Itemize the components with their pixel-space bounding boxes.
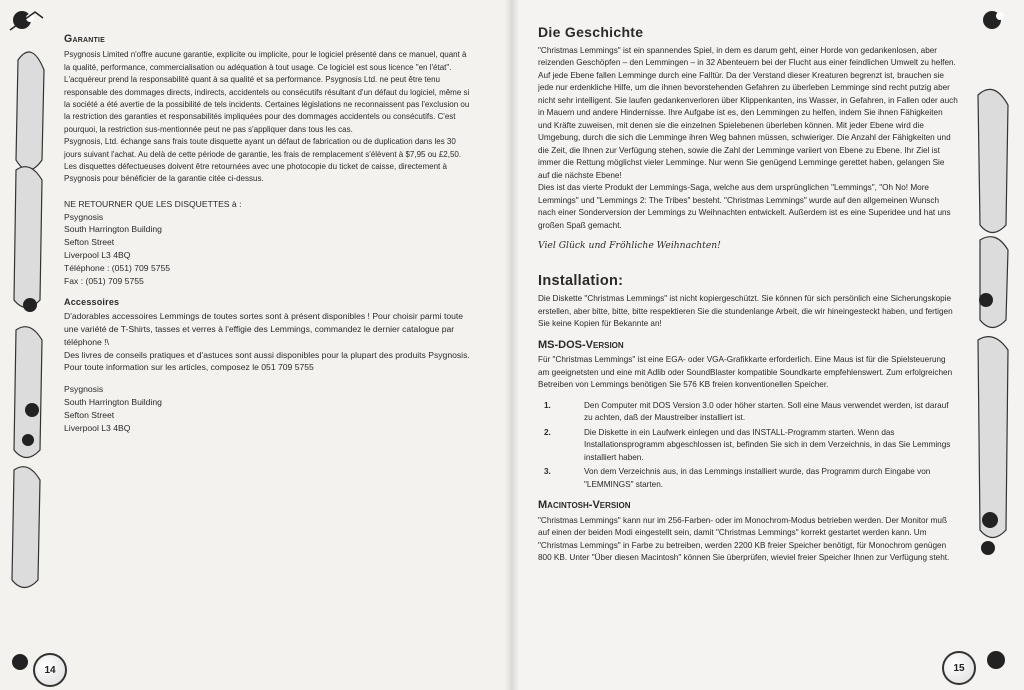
install-step bbox=[538, 466, 958, 491]
address-line: Liverpool L3 4BQ bbox=[64, 250, 131, 261]
geschichte-paragraph-3: Dies ist das vierte Produkt der Lemmings-Saga, welche aus dem ursprünglichen "Lemmings", "Oh No! More Lemmings" und "Lemmings 2: The Tribes" besteht. "Christmas Lemmings" wurde auf den allgemeinen Wunsch nach einer Sonderversion der Lemmings zu Weihnachten entwickelt. Außerdem ist es eine Superidee und hat uns großen Spaß gemacht. bbox=[538, 183, 951, 230]
accessoires-text-2: Des livres de conseils pratiques et d'astuces sont aussi disponibles pour la plupart des produits Psygnosis. bbox=[64, 349, 470, 360]
msdos-heading: MS-DOS-Version bbox=[538, 338, 624, 351]
address-line: Liverpool L3 4BQ bbox=[64, 422, 131, 433]
fax-line: Fax : (051) 709 5755 bbox=[64, 275, 144, 286]
install-step bbox=[538, 427, 958, 465]
address-line: Psygnosis bbox=[64, 384, 104, 395]
geschichte-paragraph-2: Auf jede Ebene fallen Lemminge durch eine Falltür. Da der Verstand dieser Kreaturen begrenzt ist, brauchen sie jede nur erdenkliche Hilfe, um die ihnen bevorstehenden Gefahren zu überleben Lemminge sind recht putzig aber nicht sehr intelligent. Sie laufen gedankenverloren über Klippenkanten, ins Wasser, in Gefahren, in Fallen oder auch in Mauern und andere Hindernisse. Ihre Aufgabe ist es, den Lemmingen zu helfen, indem Sie ihnen Fähigkeiten und Kräfte zuweisen, mit denen sie die einzelnen Spielebenen überleben können. Mit jeder Ebene wird die Umgebung, durch die sich die Lemminge ihren Weg bahnen müssen, schwieriger. Die Anzahl der Fähigkeiten und die Zeit, die Ihnen zur Verfügung stehen, sowie die Zahl der Lemminge variiert von Ebene zu Ebene. Ihr Ziel ist immer die Rettung möglichst vieler Lemminge. Nur wenn Sie genügend Lemminge gerettet haben, gelangen Sie auf die nächste Ebene! bbox=[538, 70, 958, 180]
macintosh-paragraph: "Christmas Lemmings" kann nur im 256-Farben- oder im Monochrom-Modus betrieben werden. Der Monitor muß auf einen der beiden Modi eingestellt sein, damit "Christmas Lemmings" korrekt gestartet werden kann. Um "Christmas Lemmings" in Farbe zu betreiben, werden 2200 KB freier Speicher benötigt, für Monochrom genügen 800 KB. Unter "Über diesen Macintosh" können Sie überprüfen, wieviel freier Speicher Ihnen zur Verfügung steht. bbox=[538, 515, 950, 562]
return-heading: NE RETOURNER QUE LES DISQUETTES à : bbox=[64, 198, 242, 209]
step-text: Die Diskette in ein Laufwerk einlegen und das INSTALL-Programm starten. Wenn das Installationsprogramm abgeschlossen ist, befinden Sie sich in dem Verzeichnis, in das Sie Lemmings installiert haben. bbox=[584, 427, 951, 462]
garantie-paragraph: Psygnosis Limited n'offre aucune garantie, explicite ou implicite, pour le logiciel présenté dans ce manuel, quant à la qualité, performance, commercialisation ou adéquation à tout usage. Ce logiciel est sous licence "en l'état". L'acquéreur prend la responsabilité quant à sa qualité et sa performance. Psygnosis Ltd. ne peut être tenu responsable des dommages directs, indirects, accidentels ou consécutifs résultant d'un défaut du logiciel, même si la société a été avertie de la possibilité de tels incidents. Certaines législations ne reconnaissent pas l'exclusion ou la restriction des garanties et responsabilités impliquées pour des dommages accidentels ou consécutifs. C'est pourquoi, la restriction sus-mentionnée peut ne pas s'appliquer dans tous les cas. bbox=[64, 50, 470, 134]
step-number: 1. bbox=[544, 400, 551, 410]
christmas-lemmings-border-art-right bbox=[964, 0, 1024, 690]
accessoires-text-1: D'adorables accessoires Lemmings de toutes sortes sont à présent disponibles ! Pour choisir parmi toute une variété de T-Shirts, tasses et verres à l'effigie des Lemmings, commandez le dernier catalogue par téléphone !\ bbox=[64, 311, 464, 347]
greeting-text: Viel Glück und Fröhliche Weihnachten! bbox=[538, 240, 721, 251]
right-column bbox=[538, 26, 958, 565]
installation-paragraph: Die Diskette "Christmas Lemmings" ist nicht kopiergeschützt. Sie können für sich persönlich eine Sicherungskopie erstellen, aber bitte, bitte, bitte respektieren Sie die stundenlange Arbeit, die wir hineingesteckt haben, und fertigen Sie keine Kopien für Bekannte an! bbox=[538, 294, 953, 328]
install-steps bbox=[538, 400, 958, 492]
geschichte-paragraph-1: "Christmas Lemmings" ist ein spannendes Spiel, in dem es darum geht, einer Horde von gedankenlosen, aber reizenden Geschöpfen – den Lemmingen – in 32 Abenteuern bei der Flucht aus einer feindlichen Umwelt zu helfen. bbox=[538, 45, 956, 67]
address-block-2 bbox=[64, 383, 474, 434]
accessoires-text-3: Pour toute information sur les articles, composez le 051 709 5755 bbox=[64, 362, 314, 373]
page-number-left: 14 bbox=[33, 653, 67, 687]
left-column bbox=[64, 33, 474, 434]
address-line: South Harrington Building bbox=[64, 397, 162, 408]
installation-heading: Installation: bbox=[538, 272, 624, 289]
step-number: 2. bbox=[544, 427, 551, 437]
accessoires-heading: Accessoires bbox=[64, 297, 120, 308]
step-number: 3. bbox=[544, 467, 551, 476]
christmas-lemmings-border-art-left bbox=[0, 0, 56, 690]
garantie-paragraph-2: Psygnosis, Ltd. échange sans frais toute disquette ayant un défaut de fabrication ou de duplication dans les 30 jours suivant l'achat. Au delà de cette période de garantie, les frais de remplacement s'élèvent à $7,95 ou £2,50. Les disquettes défectueuses doivent être retournées avec une photocopie du ticket de caisse, directement à Psygnosis pour bénéficier de la garantie citée ci-dessus. bbox=[64, 137, 462, 184]
right-page bbox=[512, 0, 1024, 690]
book-gutter bbox=[505, 0, 519, 690]
address-block-1 bbox=[64, 211, 474, 288]
geschichte-heading: Die Geschichte bbox=[538, 24, 644, 40]
step-text: Den Computer mit DOS Version 3.0 oder höher starten. Soll eine Maus verwendet werden, ist darauf zu achten, daß der Maustreiber installiert ist. bbox=[584, 400, 949, 422]
address-line: Sefton Street bbox=[64, 409, 115, 420]
install-step bbox=[538, 400, 958, 425]
page-number-right: 15 bbox=[942, 651, 976, 685]
msdos-paragraph: Für "Christmas Lemmings" ist eine EGA- oder VGA-Grafikkarte erforderlich. Eine Maus ist für die Spielsteuerung am geeignetsten und eine mit Adlib oder SoundBlaster kompatible Soundkarte empfehlenswert. Zum erfolgreichen Betreiben von Lemmings benötigen Sie 576 KB freien konventionellen Speicher. bbox=[538, 355, 953, 389]
macintosh-heading: Macintosh-Version bbox=[538, 499, 631, 511]
garantie-heading: Garantie bbox=[64, 33, 105, 45]
address-line: South Harrington Building bbox=[64, 224, 162, 235]
phone-line: Téléphone : (051) 709 5755 bbox=[64, 262, 171, 273]
address-line: Sefton Street bbox=[64, 237, 115, 248]
address-line: Psygnosis bbox=[64, 211, 104, 222]
step-text: Von dem Verzeichnis aus, in das Lemmings installiert wurde, das Programm durch Eingabe von "LEMMINGS" starten. bbox=[584, 467, 931, 489]
